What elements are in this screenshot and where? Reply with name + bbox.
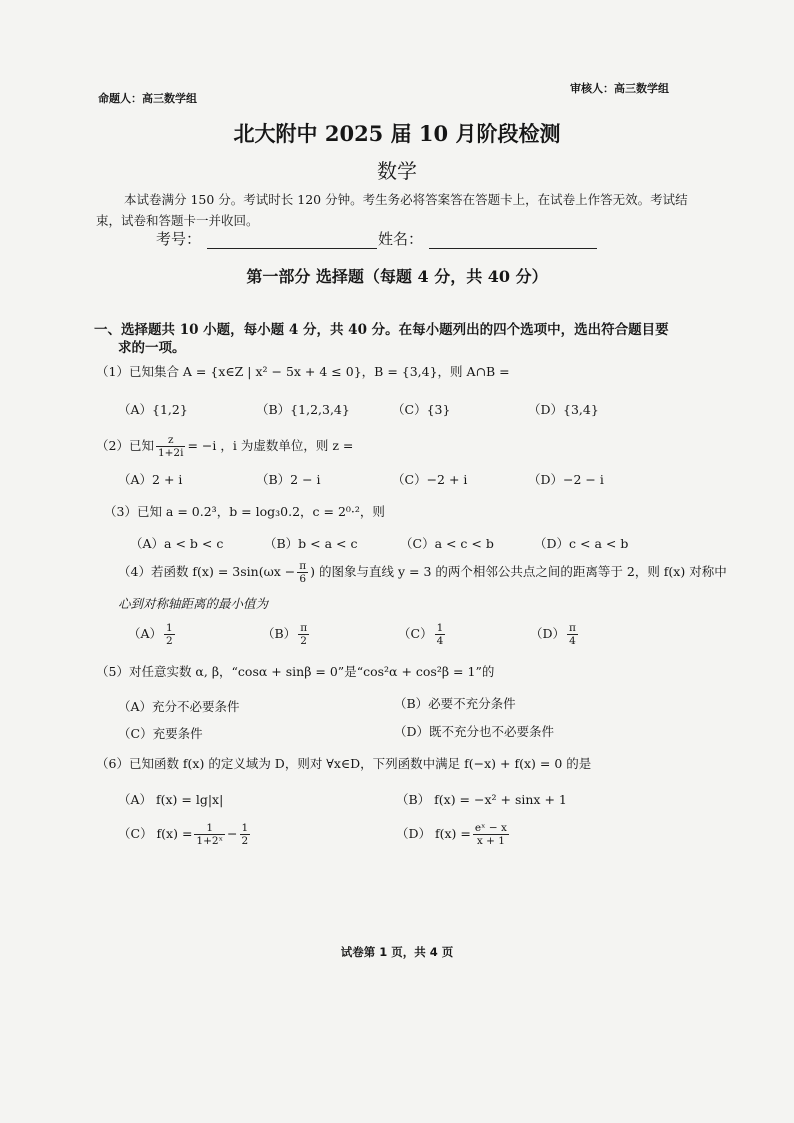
part1-title: 第一部分 选择题（每题 4 分，共 40 分） xyxy=(246,267,548,286)
intro-line-1: 本试卷满分 150 分。考试时长 120 分钟。考生务必将答案答在答题卡上，在试卷上作答无效。考试结 xyxy=(124,192,688,207)
q6-option-a: （A） f(x) = lg|x| xyxy=(118,792,224,807)
q2-option-b: （B）2 − i xyxy=(256,472,321,487)
subject-title: 数学 xyxy=(377,159,417,183)
q2-option-c: （C）−2 + i xyxy=(392,472,468,487)
name-blank xyxy=(429,234,597,249)
q3-option-c: （C）a < c < b xyxy=(400,536,494,551)
q5-option-a: （A）充分不必要条件 xyxy=(118,699,240,714)
reviewer-label: 审核人：高三数学组 xyxy=(570,82,669,95)
q1-option-c: （C）{3} xyxy=(392,402,451,417)
q6-option-c: （C） f(x) = $\frac{1}{\text{1+2ˣ}}$ − $\frac{1}{2}$ xyxy=(118,822,249,847)
q2-option-d: （D）−2 − i xyxy=(528,472,604,487)
q4-option-d: （D） $\frac{\pi}{4}$ xyxy=(530,622,576,647)
exam-number-label: 考号： xyxy=(156,230,202,248)
q3-option-a: （A）a < b < c xyxy=(130,536,224,551)
exam-number-blank xyxy=(207,234,377,249)
section1-line-1: 一、选择题共 10 小题，每小题 4 分，共 40 分。在每小题列出的四个选项中，选出符合题目要 xyxy=(94,322,669,338)
page-footer: 试卷第 1 页，共 4 页 xyxy=(340,945,454,959)
q4-option-b: （B） $\frac{\pi}{2}$ xyxy=(262,622,308,647)
q4-fraction: $\frac{\pi}{6}$ xyxy=(299,560,307,585)
q4-option-a: （A） $\frac{1}{2}$ xyxy=(128,622,173,647)
exam-number-field xyxy=(156,228,377,249)
q6-option-b: （B） f(x) = −x² + sinx + 1 xyxy=(396,792,567,807)
question-1-stem: （1）已知集合 A = {x∈Z | x² − 5x + 4 ≤ 0}，B = {3,4}，则 A∩B = xyxy=(96,364,510,379)
q3-option-d: （D）c < a < b xyxy=(534,536,629,551)
author-label: 命题人：高三数学组 xyxy=(98,92,197,105)
q5-option-b: （B）必要不充分条件 xyxy=(394,696,516,711)
question-6-stem: （6）已知函数 f(x) 的定义域为 D，则对 ∀x∈D，下列函数中满足 f(−x) + f(x) = 0 的是 xyxy=(96,756,592,771)
question-5-stem: （5）对任意实数 α, β，“cosα + sinβ = 0”是“cos²α + cos²β = 1”的 xyxy=(96,664,495,679)
question-3-stem: （3）已知 a = 0.2³，b = log₃0.2，c = 2⁰·²，则 xyxy=(104,504,385,519)
question-4-stem-line-2: 心到对称轴距离的最小值为 xyxy=(118,596,269,611)
q1-option-d: （D）{3,4} xyxy=(528,402,599,417)
q3-option-b: （B）b < a < c xyxy=(264,536,358,551)
q4-option-c: （C） $\frac{1}{4}$ xyxy=(398,622,444,647)
name-field xyxy=(378,228,597,249)
q2-option-a: （A）2 + i xyxy=(118,472,183,487)
intro-line-2: 束，试卷和答题卡一并收回。 xyxy=(96,213,259,228)
page-title: 北大附中 2025 届 10 月阶段检测 xyxy=(233,121,561,146)
question-2-stem: （2）已知 $\frac{z}{1+2i}$ = −i ，i 为虚数单位，则 z = xyxy=(96,434,354,459)
q1-option-b: （B）{1,2,3,4} xyxy=(256,402,350,417)
q6-option-d: （D） f(x) = $\frac{\text{eˣ − x}}{x + 1}$ xyxy=(396,822,507,847)
q2-fraction: $\frac{z}{1+2i}$ xyxy=(157,434,184,459)
q5-option-c: （C）充要条件 xyxy=(118,726,203,741)
q5-option-d: （D）既不充分也不必要条件 xyxy=(394,724,555,739)
q1-option-a: （A）{1,2} xyxy=(118,402,188,417)
question-4-stem: （4）若函数 f(x) = 3sin(ωx − $\frac{\pi}{6}$ ) 的图象与直线 y = 3 的两个相邻公共点之间的距离等于 2，则 f(x) 对称中 xyxy=(118,560,727,585)
name-label: 姓名： xyxy=(378,230,424,248)
section1-line-2: 求的一项。 xyxy=(118,340,186,356)
